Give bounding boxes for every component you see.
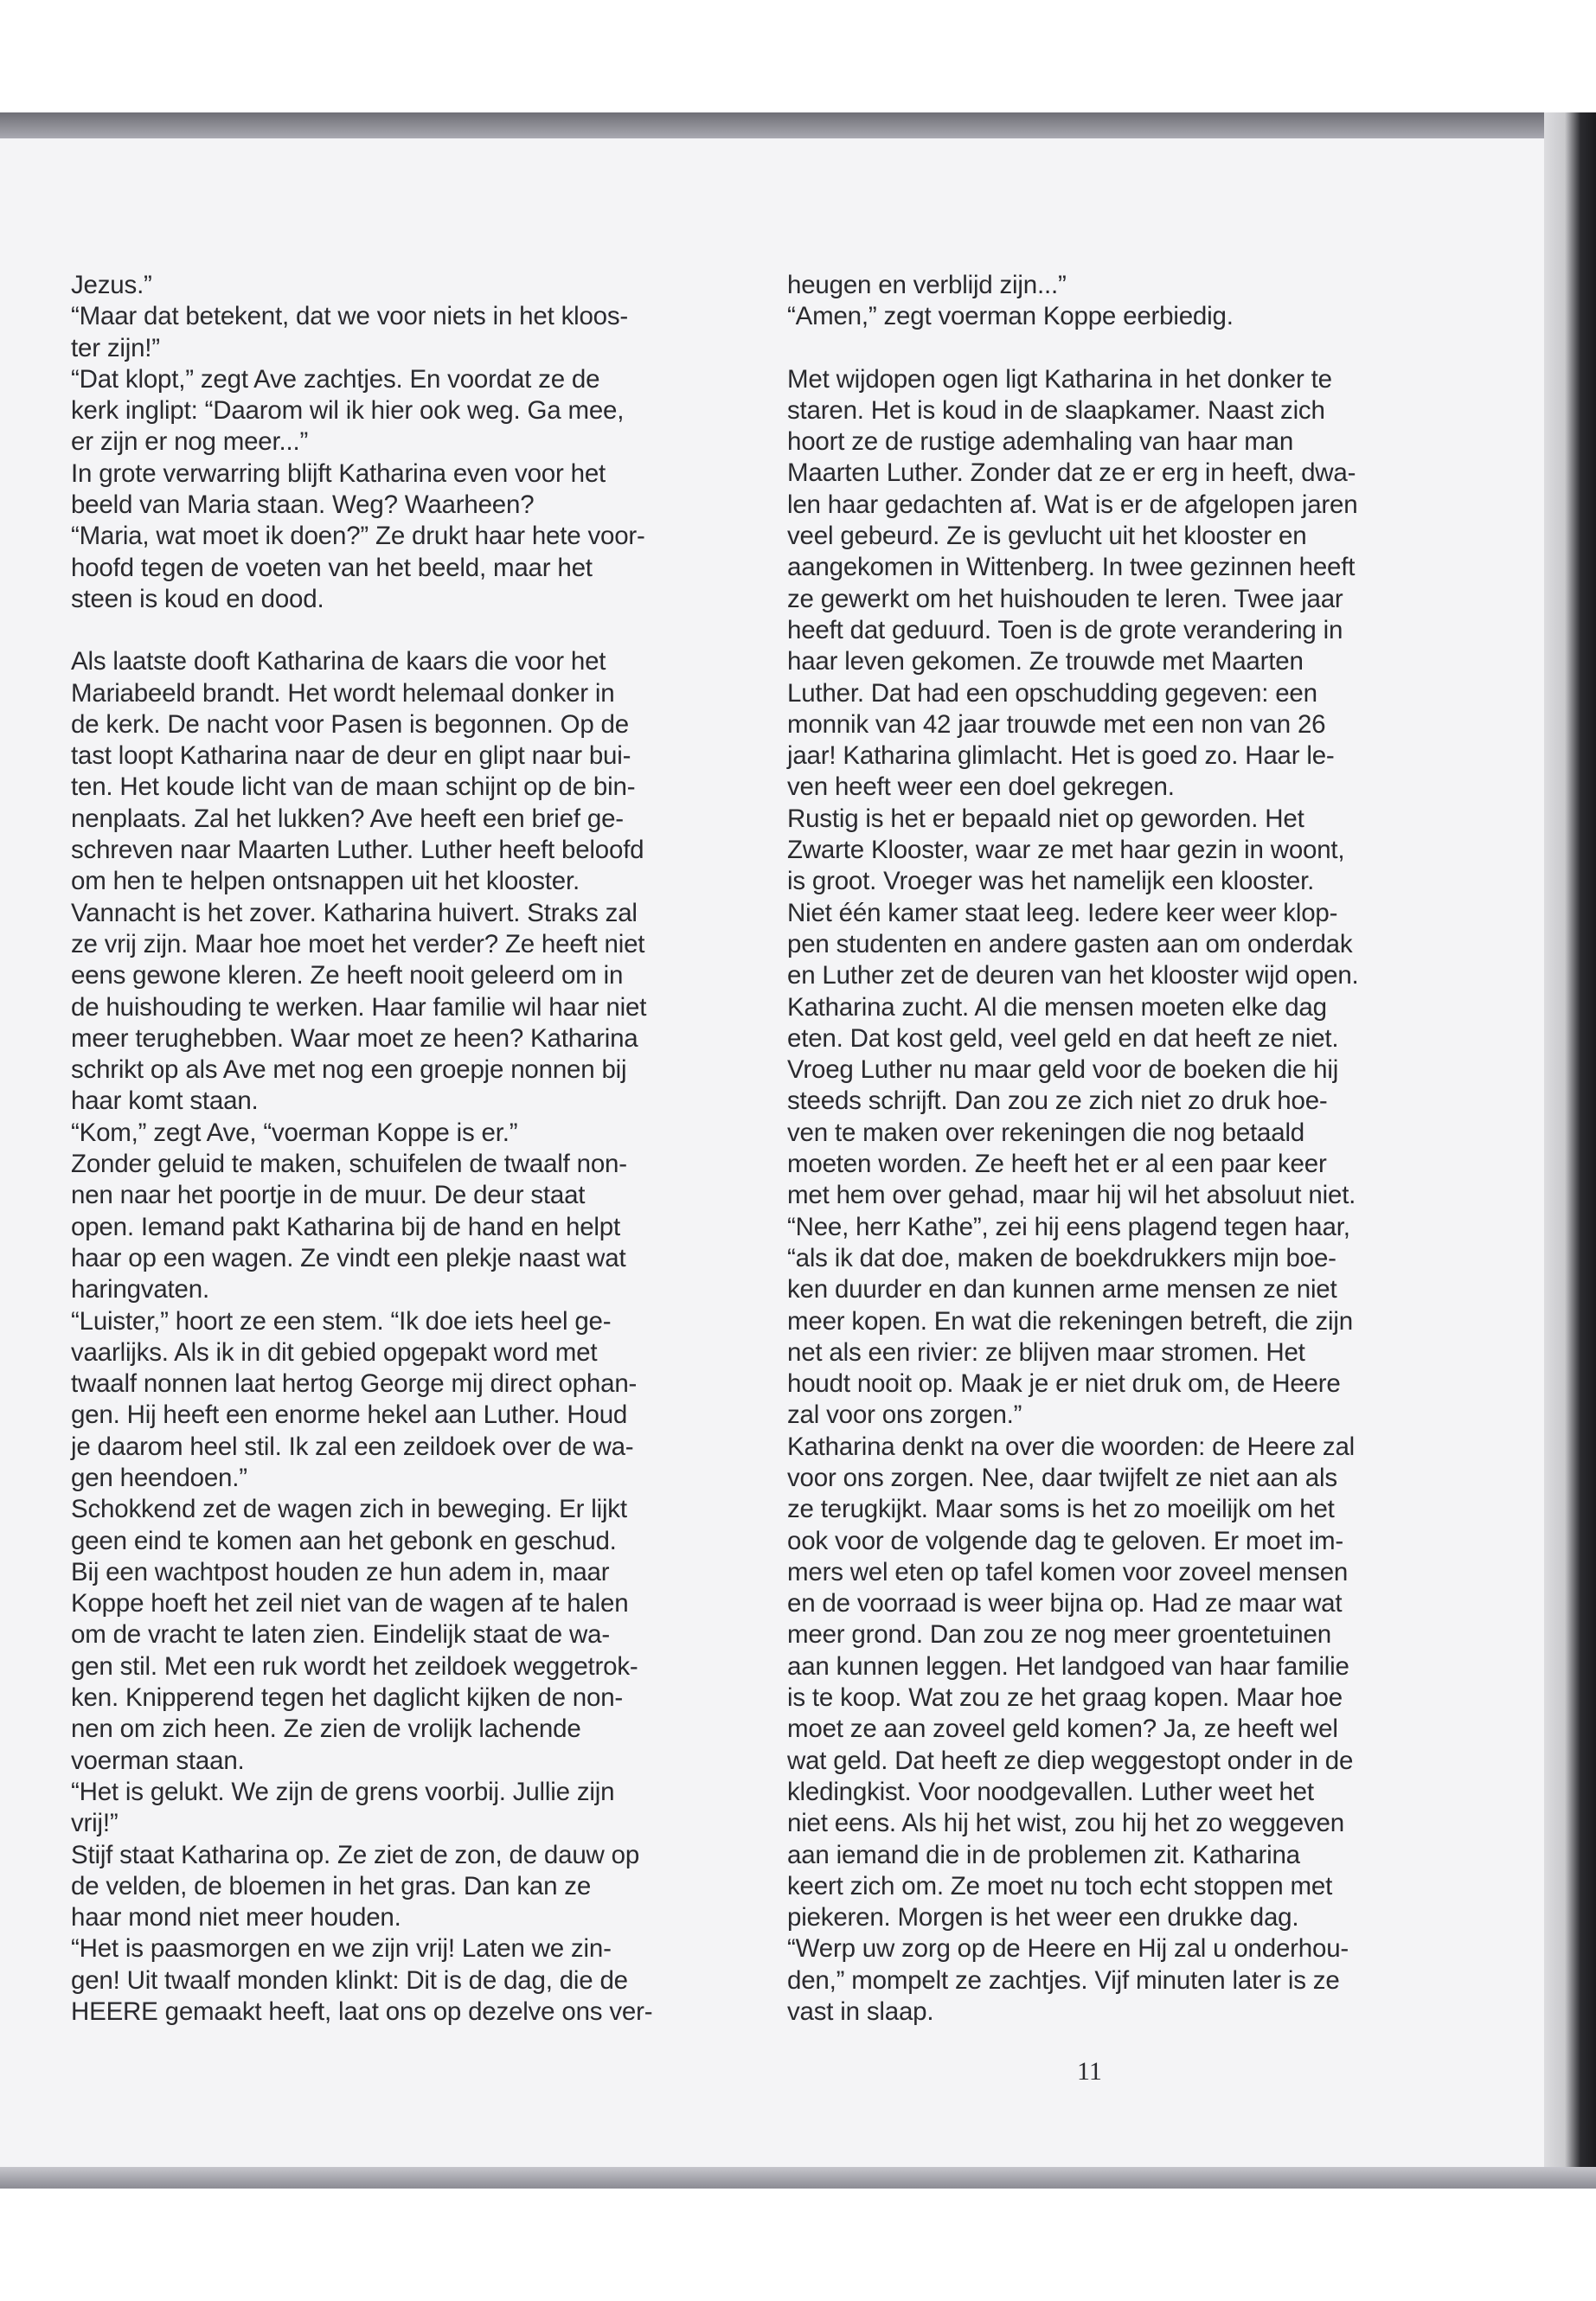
left-paragraph-1: Jezus.” “Maar dat betekent, dat we voor niets in het kloos- ter zijn!” “Dat klopt,” zegt Ave zachtjes. En voordat ze de kerk inglipt: “Daarom wil ik hier ook weg. Ga mee, er zijn er nog meer...” In grote verwarring blijft Katharina even voor het beeld van Maria staan. Weg? Waarheen? “Maria, wat moet ik doen?” Ze drukt haar hete voor- hoofd tegen de voeten van het beeld, maar het steen is koud en dood. (71, 271, 645, 613)
page-bottom-edge (0, 2167, 1596, 2189)
left-paragraph-2: Als laatste dooft Katharina de kaars die voor het Mariabeeld brandt. Het wordt helemaal donker in de kerk. De nacht voor Pasen is begonnen. Op de tast loopt Katharina naar de deur en glipt naar bui- ten. Het koude licht van de maan schijnt op de bin- nenplaats. Zal het lukken? Ave heeft een brief ge- schreven naar Maarten Luther. Luther heeft beloofd om hen te helpen ontsnappen uit het klooster. Vannacht is het zover. Katharina huivert. Straks zal ze vrij zijn. Maar hoe moet het verder? Ze heeft niet eens gewone kleren. Ze heeft nooit geleerd om in de huishouding te werken. Haar familie wil haar niet meer terughebben. Waar moet ze heen? Katharina schrikt op als Ave met nog een groepje nonnen bij haar komt staan. “Kom,” zegt Ave, “voerman Koppe is er.” Zonder geluid te maken, schuifelen de twaalf non- nen naar het poortje in de muur. De deur staat open. Iemand pakt Katharina bij de hand en helpt haar op een wagen. Ze vindt een plekje naast wat haringvaten. “Luister,” hoort ze een stem. “Ik doe iets heel ge- vaarlijks. Als ik in dit gebied opgepakt word met twaalf nonnen laat hertog George mij direct ophan- gen. Hij heeft een enorme hekel aan Luther. Houd je daarom heel stil. Ik zal een zeildoek over de wa- gen heendoen.” Schokkend zet de wagen zich in beweging. Er lijkt geen eind te komen aan het gebonk en geschud. Bij een wachtpost houden ze hun adem in, maar Koppe hoeft het zeil niet van de wagen af te halen om de vracht te laten zien. Eindelijk staat de wa- gen stil. Met een ruk wordt het zeildoek weggetrok- ken. Knipperend tegen het daglicht kijken de non- nen om zich heen. Ze zien de vrolijk lachende voerman staan. “Het is gelukt. We zijn de grens voorbij. Jullie zijn vrij!” Stijf staat Katharina op. Ze ziet de zon, de dauw op de velden, de bloemen in het gras. Dan kan ze haar mond niet meer houden. “Het is paasmorgen en we zijn vrij! Laten we zin- gen! Uit twaalf monden klinkt: Dit is de dag, die de HEERE gemaakt heeft, laat ons op dezelve ons ver- (71, 647, 653, 2027)
right-paragraph-2: Met wijdopen ogen ligt Katharina in het donker te staren. Het is koud in de slaapkamer. Naast zich hoort ze de rustige ademhaling van haar man Maarten Luther. Zonder dat ze er erg in heeft, dwa- len haar gedachten af. Wat is er de afgelopen jaren veel gebeurd. Ze is gevlucht uit het klooster en aangekomen in Wittenberg. In twee gezinnen heeft ze gewerkt om het huishouden te leren. Twee jaar heeft dat geduurd. Toen is de grote verandering in haar leven gekomen. Ze trouwde met Maarten Luther. Dat had een opschudding gegeven: een monnik van 42 jaar trouwde met een non van 26 jaar! Katharina glimlacht. Het is goed zo. Haar le- ven heeft weer een doel gekregen. Rustig is het er bepaald niet op geworden. Het Zwarte Klooster, waar ze met haar gezin in woont, is groot. Vroeger was het namelijk een klooster. Niet één kamer staat leeg. Iedere keer weer klop- pen studenten en andere gasten aan om onderdak en Luther zet de deuren van het klooster wijd open. Katharina zucht. Al die mensen moeten elke dag eten. Dat kost geld, veel geld en dat heeft ze niet. Vroeg Luther nu maar geld voor de boeken die hij steeds schrijft. Dan zou ze zich niet zo druk hoe- ven te maken over rekeningen die nog betaald moeten worden. Ze heeft het er al een paar keer met hem over gehad, maar hij wil het absoluut niet. “Nee, herr Kathe”, zei hij eens plagend tegen haar, “als ik dat doe, maken de boekdrukkers mijn boe- ken duurder en dan kunnen arme mensen ze niet meer kopen. En wat die rekeningen betreft, die zijn net als een rivier: ze blijven maar stromen. Het houdt nooit op. Maak je er niet druk om, de Heere zal voor ons zorgen.” Katharina denkt na over die woorden: de Heere zal voor ons zorgen. Nee, daar twijfelt ze niet aan als ze terugkijkt. Maar soms is het zo moeilijk om het ook voor de volgende dag te geloven. Er moet im- mers wel eten op tafel komen voor zoveel mensen en de voorraad is weer bijna op. Had ze maar wat meer grond. Dan zou ze nog meer groentetuinen aan kunnen leggen. Het landgoed van haar familie is te koop. Wat zou ze het graag kopen. Maar hoe moet ze aan zoveel geld komen? Ja, ze heeft wel wat geld. Dat heeft ze diep weggestopt onder in de kledingkist. Voor noodgevallen. Luther weet het niet eens. Als hij het wist, zou hij het zo weggeven aan iemand die in de problemen zit. Katharina keert zich om. Ze moet nu toch echt stoppen met piekeren. Morgen is het weer een drukke dag. “Werp uw zorg op de Heere en Hij zal u onderhou- den,” mompelt ze zachtjes. Vijf minuten later is ze vast in slaap. (787, 364, 1359, 2027)
page-top-edge (0, 112, 1596, 138)
book-cover-edge (1544, 112, 1596, 2189)
page-number: 11 (1077, 2057, 1102, 2086)
right-paragraph-1: heugen en verblijd zijn...” “Amen,” zegt voerman Koppe eerbiedig. (787, 271, 1234, 331)
right-text-column (787, 270, 1445, 2028)
left-text-column (71, 270, 728, 2028)
